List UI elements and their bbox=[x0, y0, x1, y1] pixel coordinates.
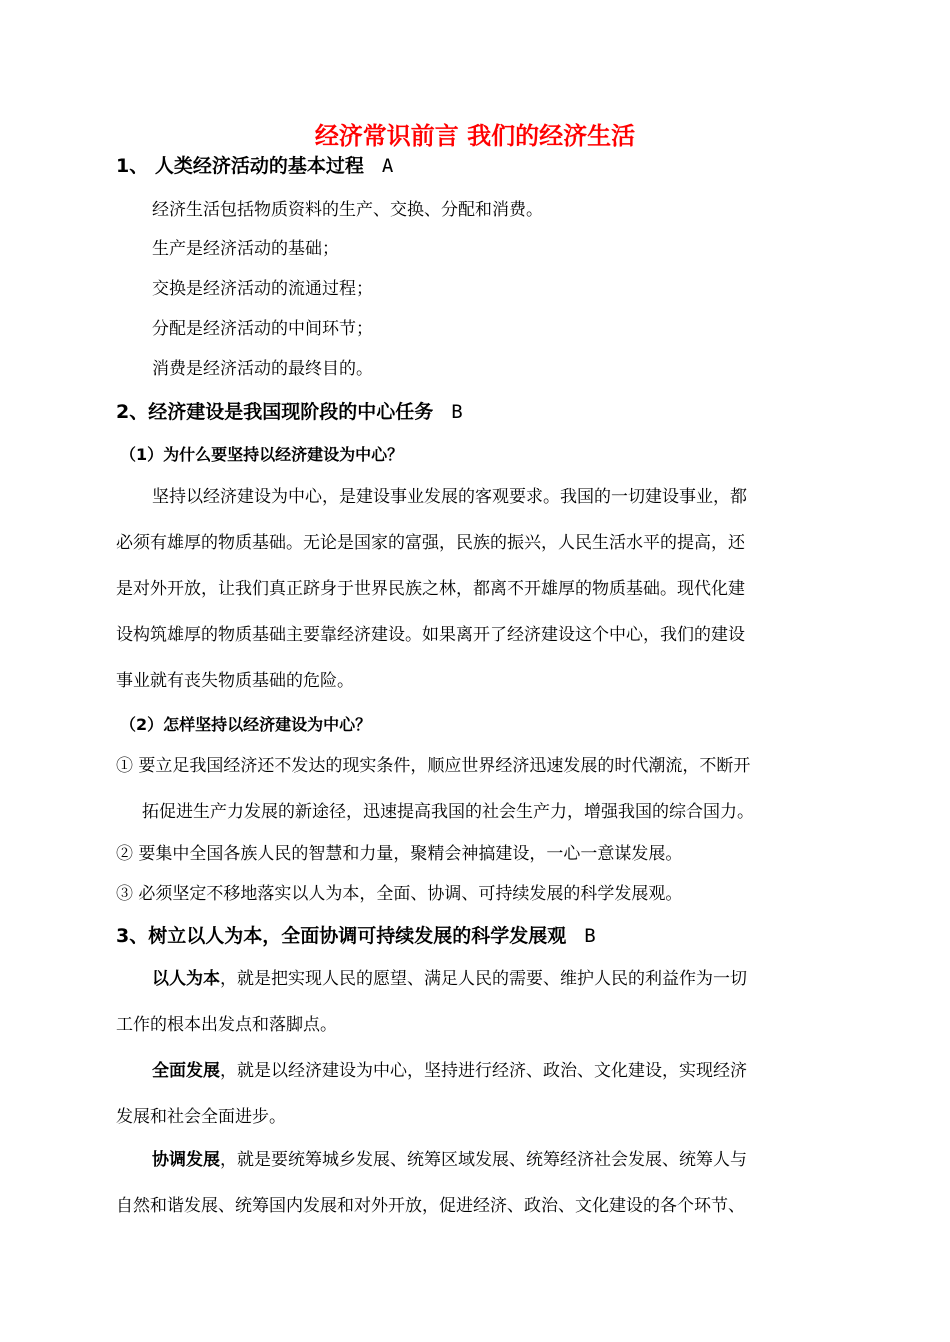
sec2-item-3: ③ 必须坚定不移地落实以人为本，全面、协调、可持续发展的科学发展观。 bbox=[116, 884, 683, 904]
sec1-line-2: 生产是经济活动的基础； bbox=[152, 239, 339, 259]
section-1-grade: A bbox=[381, 155, 394, 177]
section-2-heading bbox=[116, 398, 463, 426]
sec2-item-2: ② 要集中全国各族人民的智慧和力量，聚精会神搞建设，一心一意谋发展。 bbox=[116, 844, 683, 864]
page-title: 经济常识前言 我们的经济生活 bbox=[314, 122, 636, 150]
section-1-heading bbox=[116, 152, 393, 180]
term-people-oriented-cont: 工作的根本出发点和落脚点。 bbox=[116, 1015, 337, 1035]
term-people-oriented-text: ，就是把实现人民的愿望、满足人民的需要、维护人民的利益作为一切 bbox=[220, 969, 747, 989]
term-comprehensive-cont: 发展和社会全面进步。 bbox=[116, 1107, 286, 1127]
term-comprehensive bbox=[152, 1058, 747, 1084]
term-people-oriented-label: 以人为本 bbox=[152, 969, 220, 989]
sec2-para-line-5: 事业就有丧失物质基础的危险。 bbox=[116, 671, 354, 691]
sec2-para-line-4: 设构筑雄厚的物质基础主要靠经济建设。如果离开了经济建设这个中心，我们的建设 bbox=[116, 625, 745, 645]
section-2-heading-text: 2、经济建设是我国现阶段的中心任务 bbox=[116, 401, 434, 423]
sec2-para-line-1: 坚持以经济建设为中心，是建设事业发展的客观要求。我国的一切建设事业，都 bbox=[152, 487, 747, 507]
term-people-oriented bbox=[152, 966, 747, 992]
sec2-item-1: ① 要立足我国经济还不发达的现实条件，顺应世界经济迅速发展的时代潮流，不断开 bbox=[116, 756, 751, 776]
section-1-heading-text: 1、 人类经济活动的基本过程 bbox=[116, 155, 364, 177]
section-3-heading bbox=[116, 922, 596, 950]
sec2-item-1-cont: 拓促进生产力发展的新途径，迅速提高我国的社会生产力，增强我国的综合国力。 bbox=[142, 802, 754, 822]
term-coordinated-text: ，就是要统筹城乡发展、统筹区域发展、统筹经济社会发展、统筹人与 bbox=[220, 1150, 747, 1170]
sec1-line-3: 交换是经济活动的流通过程； bbox=[152, 279, 373, 299]
sec2-para-line-2: 必须有雄厚的物质基础。无论是国家的富强，民族的振兴，人民生活水平的提高，还 bbox=[116, 533, 745, 553]
sec1-line-5: 消费是经济活动的最终目的。 bbox=[152, 359, 373, 379]
term-coordinated-cont: 自然和谐发展、统筹国内发展和对外开放，促进经济、政治、文化建设的各个环节、 bbox=[116, 1196, 745, 1216]
term-coordinated bbox=[152, 1147, 747, 1173]
section-3-heading-text: 3、树立以人为本，全面协调可持续发展的科学发展观 bbox=[116, 925, 567, 947]
sec1-line-4: 分配是经济活动的中间环节； bbox=[152, 319, 373, 339]
term-comprehensive-label: 全面发展 bbox=[152, 1061, 220, 1081]
sec1-line-1: 经济生活包括物质资料的生产、交换、分配和消费。 bbox=[152, 200, 543, 220]
term-comprehensive-text: ，就是以经济建设为中心，坚持进行经济、政治、文化建设，实现经济 bbox=[220, 1061, 747, 1081]
sec2-para-line-3: 是对外开放，让我们真正跻身于世界民族之林，都离不开雄厚的物质基础。现代化建 bbox=[116, 579, 745, 599]
sec2-question-1: （1）为什么要坚持以经济建设为中心？ bbox=[120, 445, 404, 464]
section-3-grade: B bbox=[584, 925, 596, 947]
term-coordinated-label: 协调发展 bbox=[152, 1150, 220, 1170]
sec2-question-2: （2）怎样坚持以经济建设为中心？ bbox=[120, 715, 372, 734]
section-2-grade: B bbox=[451, 401, 463, 423]
